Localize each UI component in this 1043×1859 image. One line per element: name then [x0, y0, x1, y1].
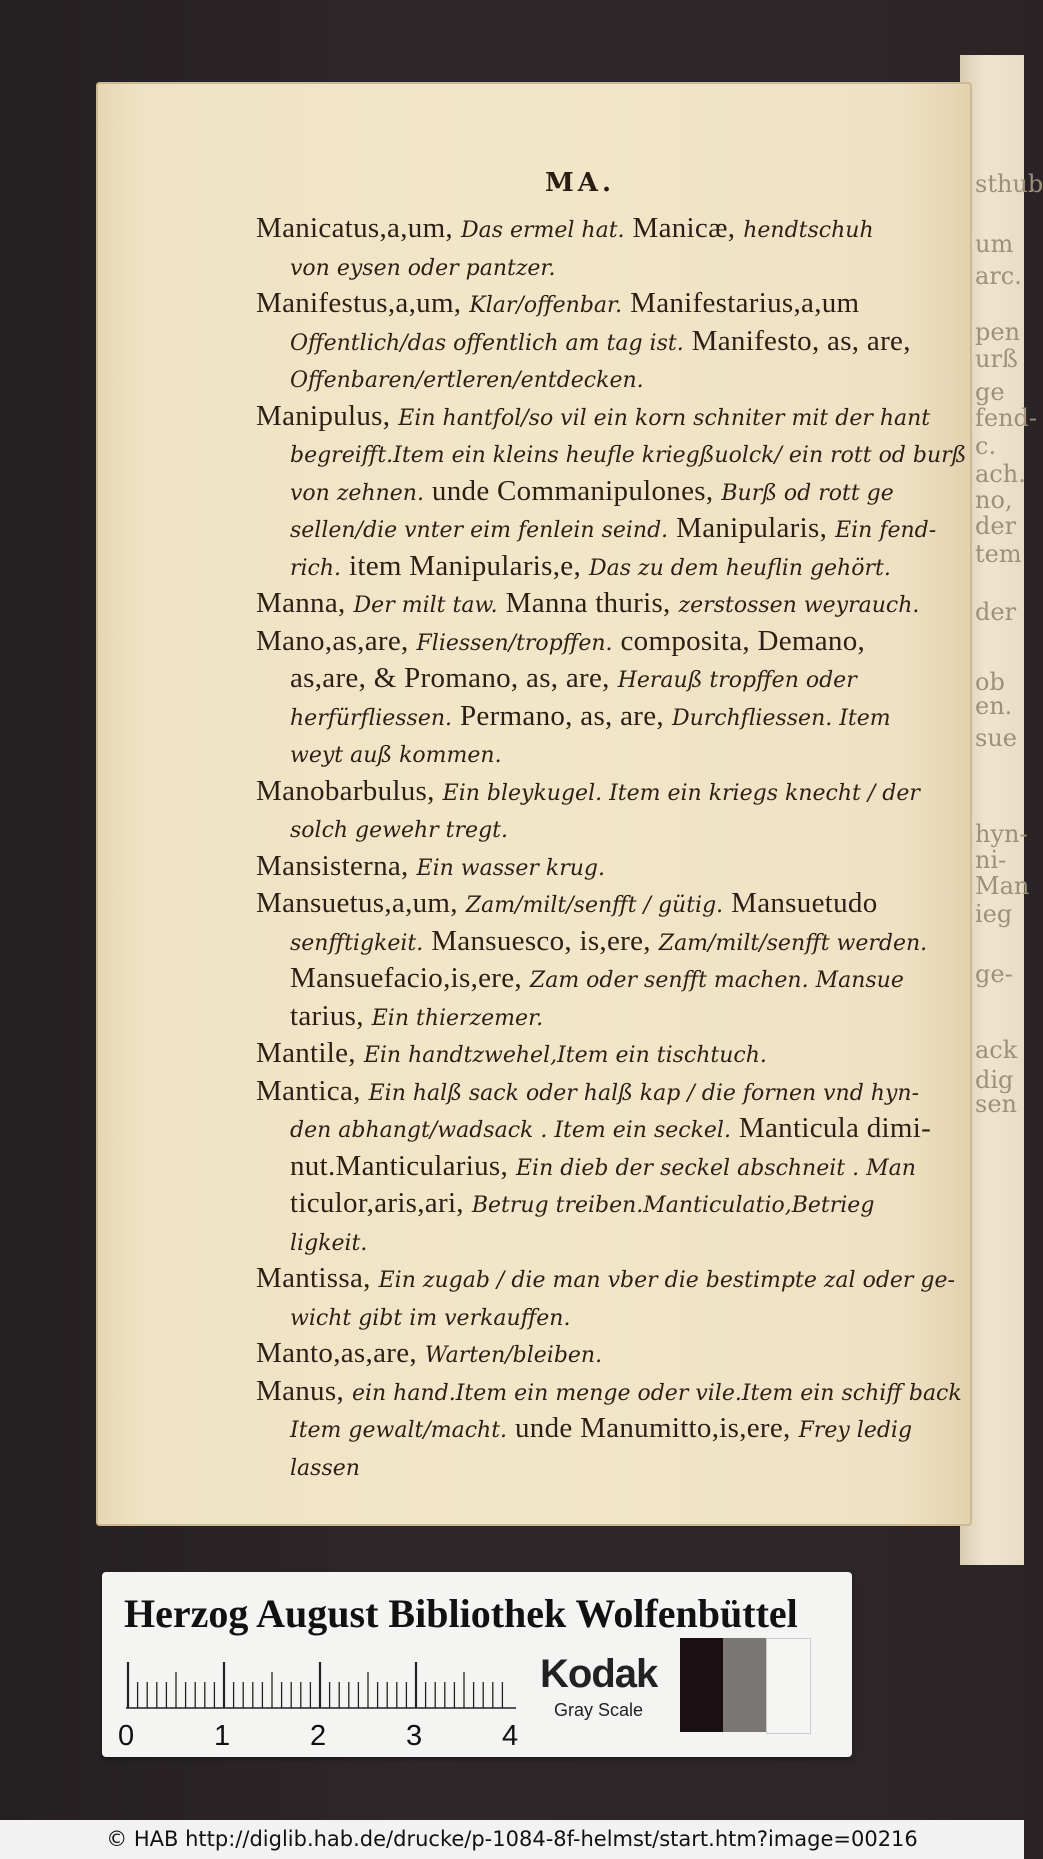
latin-term: Manus,: [256, 1374, 344, 1407]
dictionary-entry: [258, 210, 938, 285]
entry-line: [258, 998, 938, 1036]
next-page-fragment: c.: [975, 432, 997, 460]
library-name: Herzog August Bibliothek Wolfenbüttel: [124, 1591, 798, 1636]
latin-term: tarius,: [290, 999, 364, 1032]
entry-line: [256, 1035, 938, 1073]
next-page-fragment: sue: [975, 724, 1017, 752]
next-page-fragment: ach.: [975, 460, 1026, 488]
german-gloss: Ein hantfol/so vil ein korn schniter mit der hant: [398, 405, 931, 431]
entry-line: [258, 323, 938, 361]
latin-term: Manticula dimi-: [738, 1112, 932, 1144]
german-gloss: lassen: [290, 1455, 360, 1481]
german-gloss: Ein fend-: [835, 518, 937, 543]
german-gloss: Frey ledig: [798, 1418, 913, 1443]
latin-term: Manicæ,: [632, 212, 736, 244]
entry-line: [256, 1260, 955, 1298]
german-gloss: den abhangt/wadsack . Item ein seckel.: [290, 1118, 731, 1143]
entry-line: [258, 923, 938, 961]
german-gloss: weyt auß kommen.: [290, 743, 502, 768]
gray-scale-label: Gray Scale: [554, 1700, 644, 1720]
entry-line: [256, 398, 938, 436]
next-page-fragment: sthub: [975, 170, 1043, 198]
next-page-fragment: hyn-: [975, 820, 1028, 848]
german-gloss: senfftigkeit.: [290, 930, 424, 956]
german-gloss: Betrug treiben.Manticulatio,Betrieg: [471, 1193, 875, 1218]
next-page-fragment: dig: [975, 1066, 1014, 1094]
german-gloss: zerstossen weyrauch.: [678, 593, 920, 618]
latin-term: Manto,as,are,: [256, 1337, 417, 1369]
german-gloss: Zam/milt/senfft / gütig.: [465, 893, 724, 918]
next-page-fragment: ge: [975, 378, 1005, 406]
latin-term: Manipularis,: [676, 512, 828, 544]
latin-term: Mansuetudo: [731, 887, 878, 919]
entry-line: [258, 1298, 938, 1336]
latin-term: as,are, & Promano, as, are,: [290, 662, 610, 694]
latin-term: Mansuesco, is,ere,: [431, 924, 651, 957]
german-gloss: Ein bleykugel. Item ein kriegs knecht / der: [442, 780, 920, 806]
next-page-fragment: urß: [975, 345, 1018, 373]
dictionary-entry: [258, 1035, 938, 1073]
german-gloss: ein hand.Item ein menge oder vile.Item ein schiff back: [351, 1380, 962, 1406]
german-gloss: begreifft.Item ein kleins heufle kriegßuolck/ ein rott od burß: [290, 443, 967, 468]
next-page-fragment: ieg: [975, 900, 1013, 928]
german-gloss: von zehnen.: [290, 480, 424, 506]
entry-line: [258, 698, 938, 736]
latin-term: nut.Manticularius,: [290, 1149, 509, 1182]
dictionary-text: [256, 210, 967, 1485]
latin-term: Manifestarius,a,um: [630, 287, 860, 319]
entry-line: [258, 1223, 938, 1261]
entry-line: [258, 248, 938, 286]
page-header: MA.: [545, 168, 616, 198]
entry-line: [256, 885, 938, 923]
entry-line: [258, 1110, 938, 1148]
kodak-logo: Kodak: [540, 1652, 658, 1696]
german-gloss: Das ermel hat.: [460, 218, 625, 243]
entry-line: [258, 810, 938, 848]
dictionary-entry: [256, 1260, 955, 1335]
german-gloss: ligkeit.: [290, 1230, 368, 1256]
latin-term: Permano, as, are,: [459, 699, 664, 732]
entry-line: [258, 1148, 938, 1186]
next-page-fragment: arc.: [975, 262, 1022, 290]
german-gloss: von eysen oder pantzer.: [290, 255, 556, 281]
entry-line: [258, 1448, 938, 1486]
german-gloss: Ein zugab / die man vber die bestimpte zal oder ge-: [378, 1268, 955, 1293]
next-page-fragment: ob: [975, 668, 1005, 696]
ruler-number: 3: [406, 1720, 423, 1752]
latin-term: Mansisterna,: [256, 849, 409, 882]
dictionary-entry: [258, 885, 938, 1035]
dictionary-entry: [258, 1335, 938, 1373]
next-page-fragment: der: [975, 598, 1017, 626]
german-gloss: herfürfliessen.: [290, 705, 453, 731]
dictionary-entry: [256, 398, 967, 586]
dictionary-entry: [256, 1373, 962, 1486]
latin-term: unde Commanipulones,: [431, 474, 714, 507]
german-gloss: Offenbaren/ertleren/entdecken.: [290, 368, 644, 393]
ruler-number: 2: [310, 1720, 327, 1752]
latin-term: Manifesto, as, are,: [691, 324, 911, 357]
latin-term: Manipulus,: [256, 399, 391, 432]
entry-line: [258, 548, 938, 586]
german-gloss: Durchfliessen. Item: [671, 705, 891, 731]
latin-term: unde Manumitto,is,ere,: [515, 1412, 791, 1444]
german-gloss: Burß od rott ge: [721, 480, 894, 506]
entry-line: [258, 660, 938, 698]
dictionary-entry: [258, 1073, 938, 1261]
ruler: [126, 1658, 516, 1710]
next-page-fragment: ge-: [975, 960, 1013, 988]
latin-term: Manicatus,a,um,: [256, 212, 453, 244]
german-gloss: wicht gibt im verkauffen.: [290, 1305, 571, 1331]
latin-term: Mantica,: [256, 1074, 361, 1107]
latin-term: Mantissa,: [256, 1262, 371, 1294]
german-gloss: Herauß tropffen oder: [617, 668, 857, 693]
entry-line: [258, 435, 967, 473]
german-gloss: Ein dieb der seckel abschneit . Man: [515, 1155, 916, 1181]
german-gloss: Zam/milt/senfft werden.: [658, 930, 928, 956]
entry-line: [258, 960, 938, 998]
german-gloss: Ein thierzemer.: [371, 1005, 544, 1031]
german-gloss: Ein handtzwehel,Item ein tischtuch.: [363, 1043, 767, 1068]
dictionary-entry: [258, 623, 938, 773]
entry-line: [258, 735, 938, 773]
color-calibration-card: [102, 1572, 852, 1757]
entry-line: [256, 285, 938, 323]
ruler-number: 1: [214, 1720, 231, 1752]
german-gloss: Das zu dem heuflin gehört.: [588, 555, 891, 581]
german-gloss: Ein halß sack oder halß kap / die fornen vnd hyn-: [368, 1080, 920, 1106]
dictionary-entry: [258, 848, 938, 886]
german-gloss: sellen/die vnter eim fenlein seind.: [290, 518, 669, 543]
latin-term: Mansuetus,a,um,: [256, 887, 458, 919]
german-gloss: rich.: [290, 555, 342, 581]
entry-line: [258, 510, 938, 548]
next-page-fragment: en.: [975, 692, 1013, 720]
latin-term: Mansuefacio,is,ere,: [290, 962, 522, 994]
german-gloss: Ein wasser krug.: [416, 855, 605, 881]
entry-line: [258, 360, 938, 398]
german-gloss: Warten/bleiben.: [424, 1343, 603, 1368]
next-page-fragment: sen: [975, 1090, 1017, 1118]
latin-term: Manobarbulus,: [256, 774, 435, 807]
latin-term: Mantile,: [256, 1037, 356, 1069]
entry-line: [256, 1335, 938, 1373]
entry-line: [256, 1373, 962, 1411]
next-page-fragment: ni-: [975, 846, 1007, 874]
german-gloss: hendtschuh: [743, 218, 874, 243]
latin-term: Manna,: [256, 587, 346, 619]
german-gloss: Klar/offenbar.: [469, 293, 623, 318]
latin-term: Manifestus,a,um,: [256, 287, 462, 319]
next-page-fragment: um: [975, 230, 1014, 258]
ruler-number: 4: [502, 1720, 519, 1752]
next-page-fragment: Man: [975, 872, 1030, 900]
next-page-fragment: ack: [975, 1036, 1018, 1064]
entry-line: [256, 848, 938, 886]
german-gloss: Zam oder senfft machen. Mansue: [529, 968, 904, 993]
next-page-fragment: der: [975, 512, 1017, 540]
german-gloss: solch gewehr tregt.: [290, 818, 508, 843]
entry-line: [258, 1185, 938, 1223]
next-page-fragment: no,: [975, 486, 1013, 514]
swatch-black: [680, 1638, 723, 1732]
latin-term: Mano,as,are,: [256, 624, 409, 657]
swatch-gray: [723, 1638, 766, 1732]
entry-line: [256, 623, 938, 661]
latin-term: composita, Demano,: [620, 624, 866, 657]
german-gloss: Fliessen/tropffen.: [416, 630, 613, 656]
next-page-fragment: tem: [975, 540, 1022, 568]
latin-term: item Manipularis,e,: [349, 549, 582, 582]
entry-line: [258, 473, 938, 511]
german-gloss: Item gewalt/macht.: [290, 1418, 508, 1443]
next-page-fragment: pen: [975, 318, 1021, 346]
german-gloss: Offentlich/das offentlich am tag ist.: [290, 330, 684, 356]
dictionary-entry: [258, 773, 938, 848]
entry-line: [256, 585, 938, 623]
entry-line: [258, 1410, 938, 1448]
latin-term: Manna thuris,: [505, 587, 671, 619]
dictionary-entry: [258, 285, 938, 398]
german-gloss: Der milt taw.: [353, 593, 498, 618]
next-page-fragment: fend-: [975, 404, 1038, 432]
entry-line: [256, 773, 938, 811]
entry-line: [256, 1073, 938, 1111]
latin-term: ticulor,aris,ari,: [290, 1187, 464, 1219]
ruler-number: 0: [118, 1720, 135, 1752]
dictionary-entry: [258, 585, 938, 623]
swatch-white: [766, 1638, 811, 1734]
entry-line: [256, 210, 938, 248]
copyright-footer: © HAB http://diglib.hab.de/drucke/p-1084-8f-helmst/start.htm?image=00216: [0, 1820, 1024, 1859]
